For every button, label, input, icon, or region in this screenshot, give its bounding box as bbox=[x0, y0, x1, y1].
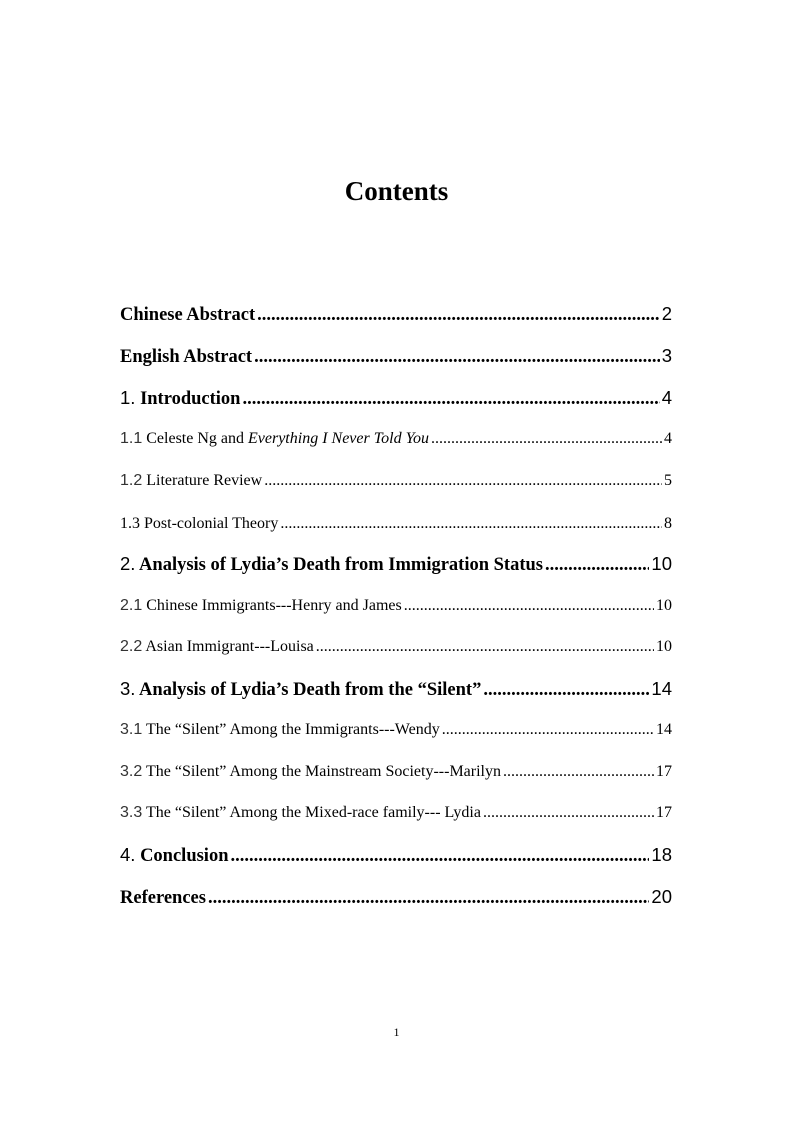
toc-entry-number: 3.1 bbox=[120, 721, 143, 738]
dot-leader bbox=[316, 636, 654, 658]
toc-entry-page: 10 bbox=[656, 638, 672, 655]
dot-leader bbox=[230, 844, 649, 868]
dot-leader bbox=[242, 387, 659, 411]
toc-entry-text: Introduction bbox=[140, 389, 241, 409]
dot-leader bbox=[254, 345, 660, 369]
dot-leader bbox=[545, 553, 649, 577]
toc-entry-label bbox=[120, 552, 543, 577]
toc-entry-label bbox=[120, 513, 278, 535]
dot-leader bbox=[264, 470, 662, 492]
dot-leader bbox=[431, 428, 662, 450]
toc-entry-page: 14 bbox=[656, 721, 672, 738]
toc-entry-page: 2 bbox=[661, 303, 672, 324]
toc-entry-number: 2. bbox=[120, 553, 136, 574]
toc-entry-number: 4. bbox=[120, 844, 136, 865]
toc-entry-text: The “Silent” Among the Immigrants---Wendy bbox=[145, 721, 440, 738]
toc-entry-asian-immigrant[interactable] bbox=[120, 636, 672, 658]
toc-entry-text: Chinese Immigrants---Henry and James bbox=[146, 597, 402, 614]
toc-entry-number: 3.2 bbox=[120, 763, 143, 780]
toc-entry-silent[interactable] bbox=[120, 677, 672, 702]
toc-entry-text: Analysis of Lydia’s Death from the “Silent” bbox=[139, 680, 482, 700]
toc-entry-text: Literature Review bbox=[146, 472, 263, 489]
toc-entry-text: Post-colonial Theory bbox=[144, 515, 279, 532]
toc-entry-silent-mainstream-marilyn[interactable] bbox=[120, 761, 672, 783]
toc-entry-page: 4 bbox=[664, 430, 672, 447]
toc-entry-page: 17 bbox=[656, 763, 672, 780]
book-title-italic: Everything I Never Told You bbox=[248, 430, 430, 447]
toc-entry-page: 5 bbox=[664, 472, 672, 489]
toc-entry-chinese-immigrants[interactable] bbox=[120, 595, 672, 617]
toc-entry-immigration-status[interactable] bbox=[120, 552, 672, 577]
toc-entry-label bbox=[120, 595, 402, 617]
toc-entry-conclusion[interactable] bbox=[120, 843, 672, 868]
toc-entry-page: 10 bbox=[656, 597, 672, 614]
toc-entry-label: Chinese Abstract bbox=[120, 305, 256, 325]
dot-leader bbox=[280, 513, 662, 535]
toc-entry-label bbox=[120, 428, 429, 450]
dot-leader bbox=[208, 886, 649, 910]
toc-entry-text: The “Silent” Among the Mainstream Society---Marilyn bbox=[145, 763, 501, 780]
toc-entry-number: 2.1 bbox=[120, 597, 143, 614]
dot-leader bbox=[483, 802, 654, 824]
toc-entry-number: 1.1 bbox=[120, 430, 143, 447]
toc-entry-silent-immigrants-wendy[interactable] bbox=[120, 719, 672, 741]
dot-leader bbox=[404, 595, 654, 617]
toc-entry-introduction[interactable] bbox=[120, 386, 672, 411]
toc-entry-english-abstract[interactable] bbox=[120, 344, 672, 369]
toc-entry-number: 3.3 bbox=[120, 804, 143, 821]
toc-entry-label bbox=[120, 843, 228, 868]
toc-entry-celeste-ng[interactable] bbox=[120, 428, 672, 450]
toc-entry-number: 1. bbox=[120, 387, 136, 408]
toc-entry-label bbox=[120, 470, 262, 492]
toc-entry-label bbox=[120, 802, 481, 824]
toc-entry-label bbox=[120, 719, 440, 741]
toc-entry-text: Celeste Ng and bbox=[146, 430, 248, 447]
toc-entry-number: 1.3 bbox=[120, 515, 140, 532]
toc-entry-label bbox=[120, 386, 240, 411]
toc-entry-page: 20 bbox=[651, 886, 672, 907]
page-number: 1 bbox=[393, 1025, 400, 1039]
toc-entry-page: 8 bbox=[664, 515, 672, 532]
dot-leader bbox=[257, 303, 660, 327]
toc-entry-post-colonial-theory[interactable] bbox=[120, 513, 672, 535]
toc-entry-text: Asian Immigrant---Louisa bbox=[145, 638, 314, 655]
toc-entry-number: 2.2 bbox=[120, 638, 143, 655]
toc-entry-label bbox=[120, 761, 501, 783]
toc-entry-text: The “Silent” Among the Mixed-race family--- Lydia bbox=[145, 804, 481, 821]
dot-leader bbox=[503, 761, 654, 783]
toc-entry-label bbox=[120, 677, 481, 702]
toc-entry-silent-mixed-race-lydia[interactable] bbox=[120, 802, 672, 824]
toc-entry-references[interactable] bbox=[120, 885, 672, 910]
toc-entry-number: 1.2 bbox=[120, 472, 143, 489]
toc-entry-label bbox=[120, 636, 314, 658]
toc-entry-text: Conclusion bbox=[140, 846, 229, 866]
toc-entry-page: 10 bbox=[651, 553, 672, 574]
dot-leader bbox=[483, 678, 649, 702]
dot-leader bbox=[442, 719, 654, 741]
toc-entry-number: 3. bbox=[120, 678, 136, 699]
toc-entry-chinese-abstract[interactable] bbox=[120, 302, 672, 327]
toc-entry-page: 3 bbox=[661, 345, 672, 366]
toc-entry-label: References bbox=[120, 888, 206, 908]
toc-entry-literature-review[interactable] bbox=[120, 470, 672, 492]
toc-entry-label: English Abstract bbox=[120, 347, 253, 367]
toc-entry-page: 18 bbox=[651, 844, 672, 865]
page-title: Contents bbox=[344, 176, 449, 206]
toc-entry-page: 4 bbox=[661, 387, 672, 408]
toc-entry-text: Analysis of Lydia’s Death from Immigration Status bbox=[139, 555, 543, 575]
toc-entry-page: 14 bbox=[651, 678, 672, 699]
toc-entry-page: 17 bbox=[656, 804, 672, 821]
